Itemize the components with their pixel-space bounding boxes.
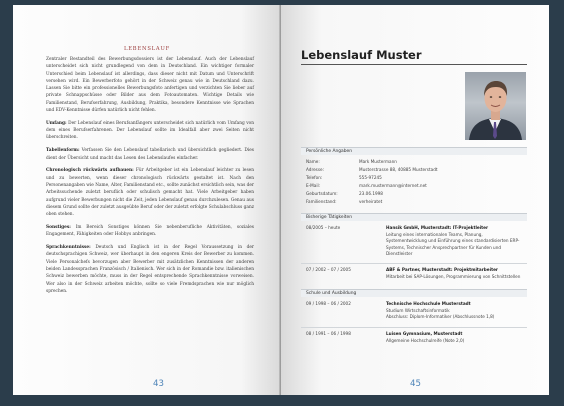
row-divider: [301, 327, 527, 328]
paragraph: Chronologisch rückwärts aufbauen: Für Arbeitgeber ist ein Lebenslauf leichter zu lesen und zu bewerten, wenn dieser chronologisch rückwärts gestaltet ist. Nach den Personenangaben wie Name, Alter, Familienstand etc., sollte zunächst ersichtlich sein, was der Arbeitssuchende zuletzt beruflich oder schulisch gemacht hat. Viele Arbeitgeber haben aufgrund vieler Bewerbungen nicht die Zeit, jeden Lebenslauf genau durchzulesen. Genau aus diesem Grund sollte der zuletzt ausgeübte Beruf oder der zuletzt erfolgte Schulabschluss ganz oben stehen.: [46, 168, 254, 218]
right-page-number: 45: [410, 379, 421, 389]
paragraph: Sonstiges: Im Bereich Sonstiges können Sie nebenberufliche Aktivitäten, soziales Engagement, Fähigkeiten oder Hobbys anbringen.: [46, 224, 254, 238]
paragraph: Tabellenform: Verfassen Sie den Lebenslauf tabellarisch und übersichtlich gegliedert. Dies dient der Übersicht und macht das Lesen des Lebenslaufes einfacher.: [46, 148, 254, 161]
section-jobs: Bisherige Tätigkeiten: [301, 213, 527, 221]
left-page-header: LEBENSLAUF: [123, 46, 171, 52]
section-personal: Persönliche Angaben: [301, 147, 527, 155]
paragraph: Sprachkenntnisse: Deutsch und Englisch ist in der Regel Voraussetzung in der deutschsprachigen Schweiz, wer überhaupt in den engeren Kreis der Bewerber zu kommen. Viele Personalchefs bevorzugen aber Bewerber mit zusätzlichen Kenntnissen der anderen beiden Landessprachen Französisch / Italienisch. Wer sich in der Romandie bzw. italienischen Schweiz bewerben möchte, muss in der Regel entsprechende Sprachkenntnisse vorweisen. Wer also in der Schweiz arbeiten möchte, sollte so viele Fremdsprachen wie nur möglich sprechen.: [46, 245, 254, 294]
paragraph: Zentraler Bestandteil des Bewerbungsdossiers ist der Lebenslauf. Auch der Lebenslauf unterscheidet sich nicht grundlegend von dem in Deutschland. Ein wichtiger formaler Unterschied beim Lebenslauf ist allerdings, dass dieser nicht mit Datum und Unterschrift versehen wird. Ein Bewerberfoto gehört in der Schweiz genau wie in Deutschland dazu. Lassen Sie bitte ein professionelles Bewerbungsfoto anfertigen und verzichten Sie lieber auf private Schnappschüsse oder Bilder aus dem Fotoautomaten. Wichtige Details wie Familienstand, Berufserfahrung, Ausbildung, Praktika, besondere Kenntnisse wie Sprachen und EDV-Kenntnisse dürfen natürlich nicht fehlen.: [46, 57, 254, 114]
left-page-number: 43: [153, 379, 164, 389]
portrait-photo: [465, 72, 526, 140]
paragraph: Umfang: Der Lebenslauf eines Berufsanfängers unterscheidet sich natürlich vom Umfang von dem eines Berufserfahrenen. Der Lebenslauf sollte im Idealfall aber zwei Seiten nicht überschreiten.: [46, 120, 254, 141]
cv-title: Lebenslauf Muster: [301, 48, 422, 62]
section-education: Schule und Ausbildung: [301, 289, 527, 297]
row-divider: [301, 263, 527, 264]
left-page-body: [46, 56, 254, 301]
title-divider: [301, 64, 527, 65]
open-book: [13, 5, 549, 395]
left-page: [13, 5, 281, 395]
right-page: Lebenslauf Muster Persönliche Angaben Name: Mark Mustermann Adresse: Musterstrasse 88, 40885 Musterstadt Telefon: 555-97245 E-Mail: mark.mustermann@internet.net Geburtsdatum: 23.06.1998 Familienstand: verheiratet Bisherige Tätigkeiten 08/2005 – heute Hansik GmbH, Musterstadt: IT-Projektleiter Leitung eines internationalen Teams, Planung, Systementwicklung und Einführung eines standardisierten ERP-Systems, Technischer Ansprechpartner für Kunden und Dienstleister 07 / 2002 – 07 / 2005 ABF & Partner, Musterstadt: Projektmitarbeiter Mitarbeit bei SAP-Lösungen, Programmierung von Schnittstellen Schule und Ausbildung 09 / 1998 – 06 / 2002 Technische Hochschule Musterstadt Studium Wirtschaftsinformatik Abschluss: Diplom-Informatiker (Abschlussnote 1,8) 08 / 1991 – 06 / 1998 Luisen Gymnasium, Musterstadt Allgemeine Hochschulreife (Note 2,0) 45: [281, 5, 549, 395]
